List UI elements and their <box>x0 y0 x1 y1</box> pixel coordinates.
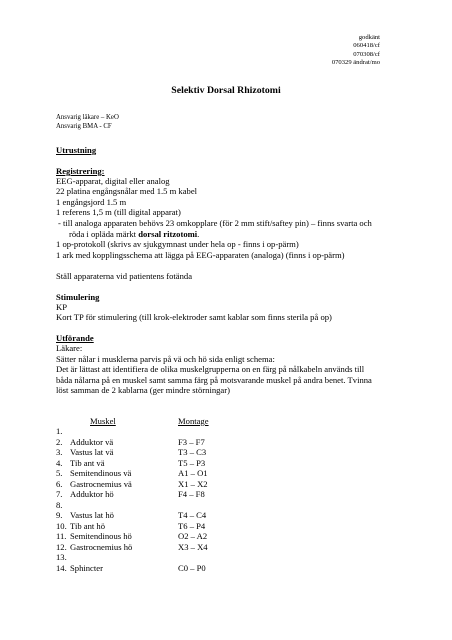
table-row <box>56 489 356 499</box>
registration-heading: Registrering: <box>56 166 105 176</box>
row-montage: T3 – C3 <box>178 447 207 457</box>
equipment-heading: Utrustning <box>56 145 97 155</box>
row-muscle: Vastus lat hö <box>70 510 114 520</box>
row-number: 13. <box>56 552 67 562</box>
registration-line: EEG-apparat, digital eller analog <box>56 176 170 186</box>
revision-line: godkänt <box>358 34 380 41</box>
row-number: 14. <box>56 563 67 573</box>
doctor-label: Läkare: <box>56 343 83 353</box>
row-number: 9. <box>56 510 63 520</box>
responsible-doctor: Ansvarig läkare – KeO <box>56 114 119 121</box>
table-row <box>56 426 356 436</box>
protocol-line: 1 op-protokoll (skrivs av sjukgymnast under hela op - finns i op-pärm) <box>56 239 299 249</box>
table-row <box>56 468 356 478</box>
row-number: 7. <box>56 489 63 499</box>
row-number: 6. <box>56 479 63 489</box>
bullet-line-continued <box>69 229 199 239</box>
row-muscle: Vastus lat vä <box>70 447 114 457</box>
placement-instruction: Ställ apparaterna vid patientens fotända <box>56 271 193 281</box>
row-number: 4. <box>56 458 63 468</box>
row-number: 1. <box>56 426 63 436</box>
procedure-line: båda nålarna på en muskel samt samma färg på motsvarande muskel på andra benet. Tvinna <box>56 374 372 385</box>
bullet-suffix: . <box>197 229 200 239</box>
bullet-line: - till analoga apparaten behövs 23 omkopplare (för 2 mm stift/saftey pin) – finns svarta och <box>58 218 372 228</box>
table-row <box>56 510 356 520</box>
row-montage: O2 – A2 <box>178 531 208 541</box>
revision-line: 070308/cf <box>353 50 380 58</box>
revision-header <box>332 34 380 68</box>
row-montage: T6 – P4 <box>178 521 206 531</box>
montage-column-header: Montage <box>178 416 209 426</box>
registration-line: 1 engångsjord 1.5 m <box>56 196 127 207</box>
procedure-line: löst samman de 2 kablarna (ger mindre störningar) <box>56 385 230 396</box>
procedure-line: Sätter nålar i musklerna parvis på vä och hö sida enligt schema: <box>56 354 275 364</box>
row-number: 11. <box>56 531 67 541</box>
protocol-line: 1 ark med kopplingsschema att lägga på EEG-apparaten (analoga) (finns i op-pärm) <box>56 250 345 260</box>
bullet-text: röda i opläda märkt <box>69 229 139 239</box>
table-row <box>56 479 356 489</box>
table-row <box>56 563 356 573</box>
responsible-block <box>56 114 119 131</box>
row-number: 3. <box>56 447 63 457</box>
table-row <box>56 521 356 531</box>
row-montage: C0 – P0 <box>178 563 206 573</box>
stimulation-heading: Stimulering <box>56 292 100 302</box>
row-number: 2. <box>56 437 63 447</box>
row-muscle: Semitendinous hö <box>70 531 132 541</box>
row-montage: X3 – X4 <box>178 542 208 552</box>
table-row <box>56 458 356 468</box>
registration-line: 22 platina engångsnålar med 1.5 m kabel <box>56 186 198 197</box>
procedure-heading: Utförande <box>56 333 94 343</box>
row-number: 5. <box>56 468 63 478</box>
row-montage: T4 – C4 <box>178 510 207 520</box>
procedure-line: Det är lättast att identifiera de olika muskelgrupperna on en färg på nålkabeln används till <box>56 364 365 375</box>
table-row <box>56 500 356 510</box>
revision-line: 070329 ändrat/mo <box>331 59 380 67</box>
row-muscle: Tib ant vä <box>70 458 105 468</box>
row-muscle: Tib ant hö <box>70 521 106 531</box>
row-muscle: Gastrocnemius hö <box>70 542 133 552</box>
document-title: Selektiv Dorsal Rhizotomi <box>171 85 281 96</box>
table-row <box>56 542 356 552</box>
responsible-bma: Ansvarig BMA - CF <box>56 122 112 130</box>
row-muscle: Semitendinous vä <box>70 468 132 478</box>
row-number: 12. <box>56 542 67 552</box>
table-row <box>56 531 356 541</box>
table-row <box>56 437 356 447</box>
row-montage: T5 – P3 <box>178 458 206 468</box>
row-muscle: Adduktor vä <box>70 437 114 447</box>
row-montage: A1 – O1 <box>178 468 208 478</box>
revision-line: 060418/cf <box>353 42 380 50</box>
row-number: 10. <box>56 521 67 531</box>
stimulation-list <box>56 302 332 323</box>
registration-line: 1 referens 1,5 m (till digital apparat) <box>56 207 181 218</box>
bullet-bold-text: dorsal ritzotomi <box>138 229 198 239</box>
row-muscle: Adduktor hö <box>70 489 114 499</box>
row-muscle: Sphincter <box>70 563 103 573</box>
row-montage: F4 – F8 <box>178 489 205 499</box>
stimulation-line: Kort TP för stimulering (till krok-elektroder samt kablar som finns sterila på op) <box>56 312 332 323</box>
row-montage: X1 – X2 <box>178 479 208 489</box>
registration-list <box>56 176 197 218</box>
table-row <box>56 552 356 562</box>
row-number: 8. <box>56 500 63 510</box>
table-row <box>56 447 356 457</box>
stimulation-line: KP <box>56 302 67 312</box>
row-montage: F3 – F7 <box>178 437 205 447</box>
procedure-text <box>56 354 372 396</box>
muscle-column-header: Muskel <box>90 416 116 426</box>
row-muscle: Gastrocnemius vä <box>70 479 132 489</box>
